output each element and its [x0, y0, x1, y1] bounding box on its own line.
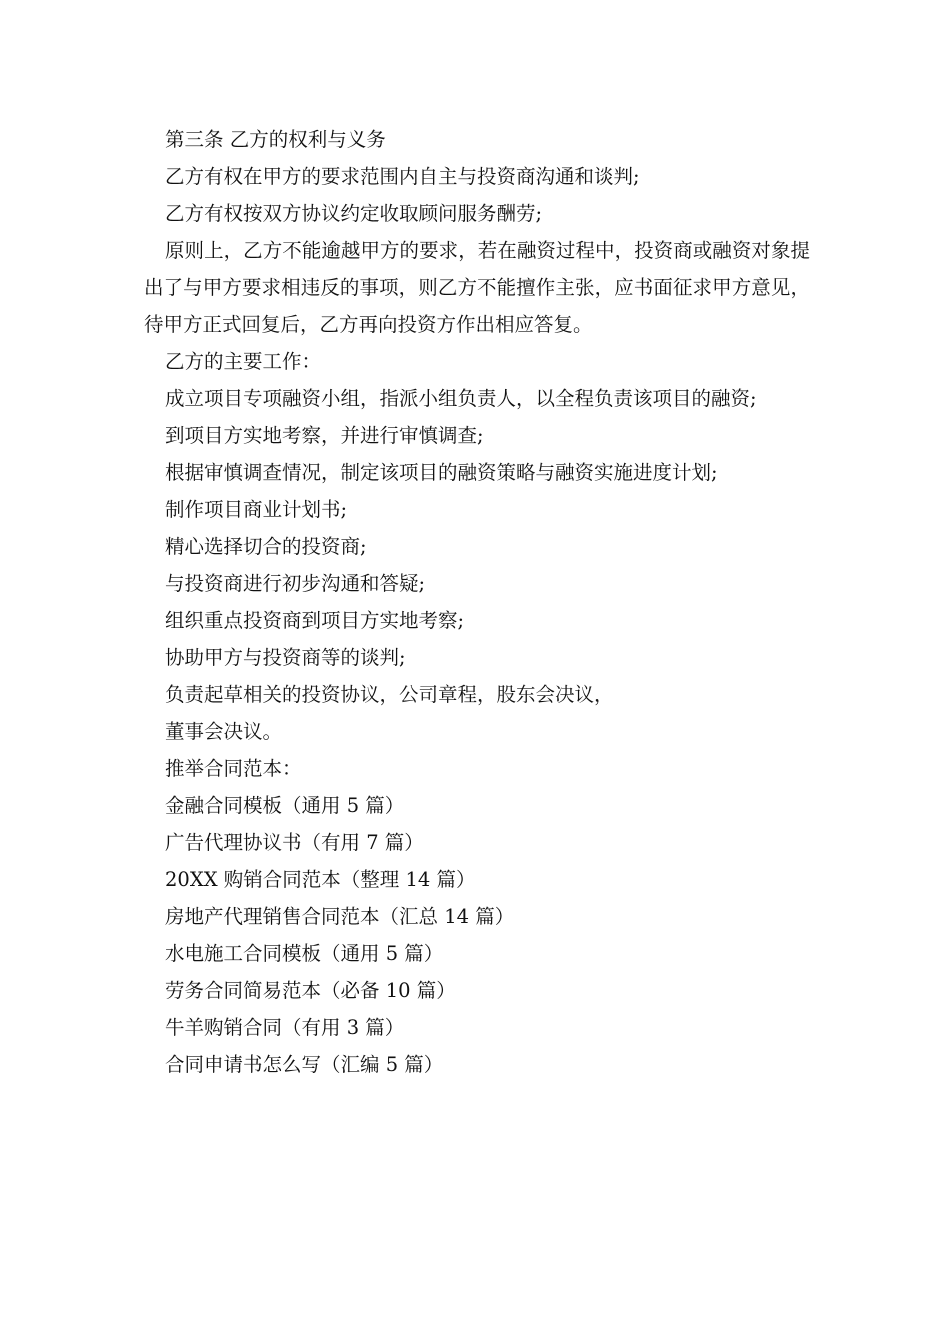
- paragraph-right-negotiate: 乙方有权在甲方的要求范围内自主与投资商沟通和谈判;: [165, 165, 640, 188]
- paragraph-right-fee: 乙方有权按双方协议约定收取顾问服务酬劳;: [165, 202, 543, 225]
- paragraph-work-business-plan: 制作项目商业计划书;: [165, 498, 348, 521]
- recommended-item: 广告代理协议书（有用 7 篇）: [165, 831, 424, 854]
- paragraph-work-board-resolution: 董事会决议。: [165, 720, 283, 743]
- paragraph-work-team: 成立项目专项融资小组，指派小组负责人，以全程负责该项目的融资;: [165, 387, 757, 410]
- paragraph-work-visit: 到项目方实地考察，并进行审慎调查;: [165, 424, 484, 447]
- paragraph-work-communicate: 与投资商进行初步沟通和答疑;: [165, 572, 426, 595]
- paragraph-principle: 原则上，乙方不能逾越甲方的要求，若在融资过程中，投资商或融资对象提出了与甲方要求相违反的事项，则乙方不能擅作主张，应书面征求甲方意见，待甲方正式回复后，乙方再向投资方作出相应答复。: [144, 239, 810, 336]
- recommended-heading: 推举合同范本：: [165, 757, 302, 780]
- paragraph-work-select-investor: 精心选择切合的投资商;: [165, 535, 367, 558]
- paragraph-main-work-heading: 乙方的主要工作：: [165, 350, 322, 373]
- recommended-item: 房地产代理销售合同范本（汇总 14 篇）: [165, 905, 515, 928]
- recommended-item: 牛羊购销合同（有用 3 篇）: [165, 1016, 405, 1039]
- paragraph-work-draft-agreements: 负责起草相关的投资协议，公司章程，股东会决议，: [165, 683, 614, 706]
- recommended-item: 金融合同模板（通用 5 篇）: [165, 794, 405, 817]
- recommended-item: 20XX 购销合同范本（整理 14 篇）: [165, 868, 476, 891]
- paragraph-work-strategy: 根据审慎调查情况，制定该项目的融资策略与融资实施进度计划;: [165, 461, 718, 484]
- article-heading: 第三条 乙方的权利与义务: [165, 128, 386, 151]
- paragraph-work-assist-negotiation: 协助甲方与投资商等的谈判;: [165, 646, 406, 669]
- document-body: [144, 121, 810, 1083]
- recommended-list: [144, 787, 810, 1083]
- recommended-item: 水电施工合同模板（通用 5 篇）: [165, 942, 444, 965]
- recommended-item: 合同申请书怎么写（汇编 5 篇）: [165, 1053, 444, 1076]
- paragraph-work-organize-visit: 组织重点投资商到项目方实地考察;: [165, 609, 465, 632]
- recommended-item: 劳务合同简易范本（必备 10 篇）: [165, 979, 456, 1002]
